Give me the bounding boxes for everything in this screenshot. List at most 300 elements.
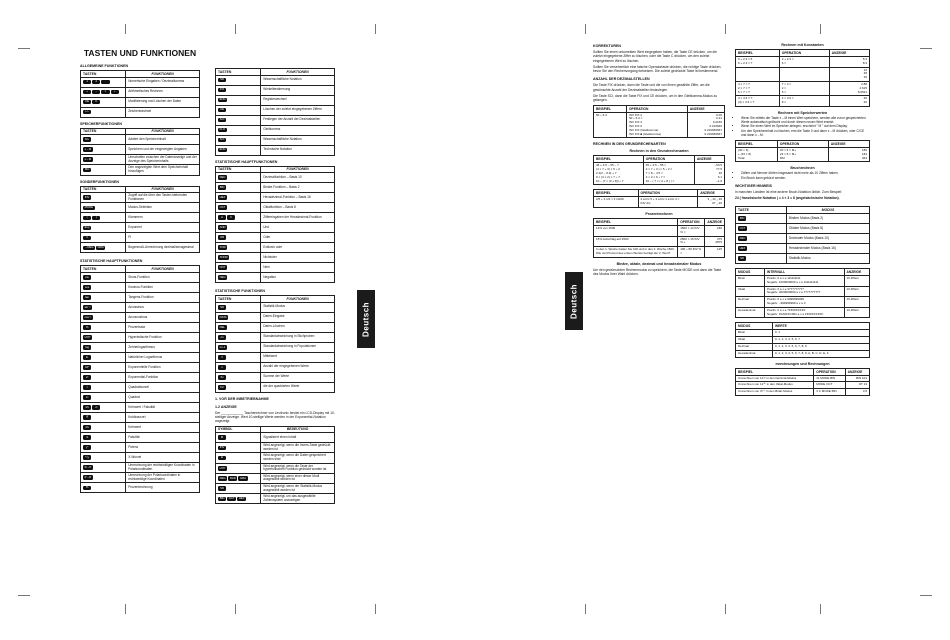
- key-cell: [216, 322, 261, 332]
- calculator-key-icon: AND: [219, 224, 226, 229]
- function-cell: Prozentsatz: [126, 322, 200, 332]
- key-cell: [81, 77, 126, 87]
- key-cell: [81, 432, 126, 442]
- example-cell: Umrechnen von 3⁽¹⁰⁾ in den Binär-Modus: [736, 389, 814, 396]
- table-row: [216, 453, 335, 463]
- key-cell: [216, 193, 261, 203]
- table-row: [81, 97, 200, 107]
- key-cell: [81, 452, 126, 462]
- table-row: [81, 372, 200, 382]
- calculator-key-icon: ): [92, 216, 100, 221]
- column-header: TASTEN: [216, 166, 261, 173]
- operation-cell: INV FIX 2 50 ÷ 6.3 = INV FIX 4 INV FIX 6 INV FIX (Gleitkomma) INV FIX ■ (Gleitkomma): [626, 112, 687, 138]
- decimals-example-table: [593, 105, 725, 139]
- left-page: [80, 40, 465, 600]
- function-cell: Zehnerlogarithmus: [126, 342, 200, 352]
- mode-cell: Binär: [736, 275, 765, 286]
- function-cell: Quadrat: [126, 392, 200, 402]
- calculator-key-icon: HEX: [219, 194, 226, 199]
- calculator-key-icon: INV: [84, 195, 90, 200]
- key-cell: [736, 243, 787, 253]
- table-row: [81, 165, 200, 175]
- calculator-key-icon: E: [218, 456, 226, 461]
- column-header: ANZEIGE: [687, 105, 724, 112]
- example-cell: Umrechnen von 11⁽²⁾ in den Dezimal-Modus: [736, 375, 814, 382]
- calculator-key-icon: XOR: [219, 244, 226, 249]
- function-cell: Hyperbolische Funktion: [126, 332, 200, 342]
- function-cell: Kubikwurzel: [126, 412, 200, 422]
- key-cell: [81, 107, 126, 117]
- function-cell: Umrechnung der Polarkoordinaten in rechtwinklige Koordinaten: [126, 473, 200, 483]
- table-row: [594, 163, 725, 185]
- calculator-key-icon: 10ˣ: [83, 365, 91, 370]
- operation-cell: 1500 × 12 INV % =: [678, 226, 705, 237]
- table-row: [81, 272, 200, 282]
- calculator-key-icon: sin: [83, 275, 91, 280]
- table-row: [216, 372, 335, 382]
- decimals-p3: Die Taste FIX drücken, dann die Taste und die von Ihnen gewählte Ziffer, um die gewünschte Anzahl der Dezimalstellen festzulegen.: [593, 83, 710, 92]
- modes-paragraph: Um den gewünschten Rechenmodus zu speichern, die Taste MODE und dann die Taste des Modus Ihrer Wahl drücken.: [593, 267, 722, 277]
- key-cell: [736, 213, 787, 223]
- calculator-key-icon: CE: [218, 108, 226, 113]
- function-cell: Standardabweichung in Stichproben: [261, 332, 335, 342]
- table-row: [216, 443, 335, 453]
- function-cell: Und: [261, 223, 335, 233]
- interval-cell: Positiv: 0 ≤ x ≤ 111111111 Negativ: 1000000000 ≤ x ≤ 1111111111: [764, 275, 844, 286]
- table-row: [736, 213, 870, 223]
- table-row: [81, 412, 200, 422]
- example-cell: 12% von 1500: [594, 226, 678, 237]
- bullet-item: • Ein Bruch kann gekürzt werden.: [741, 176, 870, 180]
- right-column-d: [735, 40, 870, 400]
- example-cell: 2/5 + 3 1/4 = 3 13/20: [594, 197, 639, 208]
- table-row: [81, 223, 200, 233]
- column-header: SYMBOL: [216, 426, 261, 433]
- calculator-key-icon: +/−: [83, 110, 91, 115]
- calculator-key-icon: NOT: [219, 264, 226, 269]
- calculator-key-icon: Σx²: [218, 385, 226, 390]
- example-cell: [736, 67, 780, 81]
- math-heading: STATISTISCHE HAUPTFUNKTIONEN: [80, 259, 143, 264]
- mode-cell: Binär: [736, 330, 773, 337]
- key-cell: [216, 223, 261, 233]
- special-table: [80, 186, 200, 254]
- conversions-heading: mrechnungen und Rechnungen: [775, 361, 830, 366]
- key-cell: [216, 95, 261, 105]
- key-cell: [81, 462, 126, 472]
- column-header: BEISPIEL: [736, 140, 778, 147]
- header-row: [216, 426, 335, 433]
- calculator-key-icon: cos: [84, 284, 90, 289]
- calculator-key-icon: P→R: [84, 475, 92, 480]
- table-row: [216, 332, 335, 342]
- column-header: ANZEIGE: [844, 268, 870, 275]
- calculator-key-icon: →DEG: [84, 245, 94, 250]
- calculator-key-icon: M+: [83, 137, 91, 142]
- function-cell: Dezimalfunktion – Basis 10: [261, 173, 335, 183]
- calculator-key-icon: %: [83, 325, 91, 330]
- function-cell: Wird angezeigt, um das ausgewählte Zahlensystem anzuzeigen: [261, 494, 335, 504]
- key-cell: [81, 292, 126, 302]
- calculator-key-icon: SCI: [219, 137, 225, 142]
- table-row: [216, 135, 335, 145]
- key-cell: [81, 382, 126, 392]
- key-cell: [216, 463, 261, 473]
- memcalc-bullets: [741, 116, 870, 137]
- key-cell: [216, 173, 261, 183]
- mode-cell: Dezimal: [736, 343, 773, 350]
- function-cell: Statistik-Modus: [786, 253, 869, 263]
- function-cell: Wird angezeigt, wenn der Statistik-Modus ausgewählt worden ist: [261, 484, 335, 494]
- calculator-key-icon: M: [218, 435, 226, 440]
- calculator-key-icon: yˣ: [83, 445, 91, 450]
- calculator-key-icon: BIN: [219, 184, 225, 189]
- base-heading: STATISTISCHE HAUPTFUNKTIONEN: [215, 159, 278, 164]
- column-header: ANZEIGE: [698, 190, 725, 197]
- disp-cell: 10 Ziffern: [844, 297, 870, 308]
- key-cell: [216, 494, 261, 504]
- column-header: MODUS: [736, 323, 773, 330]
- column-header: TASTE: [736, 207, 787, 214]
- example-cell: 4 × 3.6 = ? (4) × 3.6 = ?: [736, 96, 780, 107]
- column-header: ANZEIGE: [705, 219, 725, 226]
- table-row: [216, 243, 335, 253]
- interval-cell: Positiv: 0 ≤ x ≤ 3777777777 Negativ: 4000000000 ≤ x ≤ 7777777777: [764, 286, 844, 297]
- table-row: [81, 77, 200, 87]
- key-cell: [216, 332, 261, 342]
- example-cell: (30 × 6) + (23 × 8) Total:: [736, 147, 778, 161]
- table-row: [81, 332, 200, 342]
- table-row: [216, 173, 335, 183]
- calculator-key-icon: (: [83, 216, 91, 221]
- function-cell: Daten-Löschen: [261, 322, 335, 332]
- table-row: [736, 243, 870, 253]
- digits-table: [735, 322, 870, 357]
- function-cell: Pi: [126, 233, 200, 243]
- calculator-key-icon: SD: [218, 78, 226, 83]
- bullet-item: • Um den Speicherinhalt zu löschen, erst die Taste 0 und dann x→M drücken, oder C/CE und dann x→M.: [741, 129, 870, 137]
- function-cell: Oktaler Modus (Basis 8): [786, 223, 869, 233]
- column-header: WERTE: [772, 323, 869, 330]
- function-cell: Signalisiert einen Inhalt: [261, 433, 335, 443]
- calculator-key-icon: n!: [83, 435, 91, 440]
- conversions-table: [735, 368, 870, 396]
- calculator-key-icon: HYP: [84, 334, 91, 339]
- key-cell: [216, 312, 261, 322]
- table-row: [216, 125, 335, 135]
- mode-cell: Oktal: [736, 337, 773, 344]
- table-row: [736, 223, 870, 233]
- calculator-key-icon: SD: [738, 256, 746, 261]
- key-cell: [81, 97, 126, 107]
- table-row: [216, 105, 335, 115]
- function-cell: Summe der Werte: [261, 372, 335, 382]
- table-row: [736, 275, 870, 286]
- header-row: [81, 128, 200, 135]
- calculator-key-icon: A: [218, 215, 226, 220]
- calculator-key-icon: log: [83, 345, 91, 350]
- column-header: FUNKTIONEN: [261, 296, 335, 303]
- header-row: [594, 190, 725, 197]
- fractions-bullets: [741, 171, 870, 179]
- column-header: FUNKTIONEN: [261, 69, 335, 76]
- table-row: [81, 402, 200, 412]
- key-cell: [216, 243, 261, 253]
- header-row: [81, 266, 200, 273]
- key-cell: [736, 233, 787, 243]
- key-cell: [736, 253, 787, 263]
- table-row: [216, 342, 335, 352]
- corrections-heading: KORREKTUREN: [593, 44, 621, 48]
- column-header: TASTEN: [216, 296, 261, 303]
- table-row: [216, 75, 335, 85]
- key-cell: [81, 135, 126, 145]
- function-cell: Tangens-Funktion: [126, 292, 200, 302]
- function-cell: Numerische Eingaben / Dezimalkomma: [126, 77, 200, 87]
- key-cell: [216, 233, 261, 243]
- calculator-key-icon: .: [101, 80, 109, 85]
- column-header: ANZEIGE: [694, 156, 724, 163]
- key-cell: [216, 352, 261, 362]
- table-row: [594, 226, 725, 237]
- calculator-key-icon: ÷: [111, 90, 119, 95]
- key-cell: [216, 253, 261, 263]
- key-cell: [216, 273, 261, 283]
- key-cell: [81, 155, 126, 165]
- column-header: BEISPIEL: [594, 190, 639, 197]
- decimals-p4: Die Taste SCI, dann die Taste FIX und CE drücken, um in den Gleitkomma-Modus zu gelangen.: [593, 94, 718, 103]
- calculator-key-icon: Σx: [218, 375, 226, 380]
- key-cell: [81, 282, 126, 292]
- table-row: [81, 362, 200, 372]
- left-column-b: [215, 68, 335, 508]
- fraction-table: [593, 189, 725, 208]
- calculator-key-icon: XNOR: [219, 254, 228, 259]
- key-cell: [216, 382, 261, 392]
- calculator-key-icon: Min: [84, 167, 90, 172]
- display-cell: 2.88 4.615 8.0521: [829, 81, 869, 95]
- key-cell: [216, 433, 261, 443]
- usage-h2: 1.2 ANZEIGE: [215, 404, 237, 409]
- column-header: FUNKTIONEN: [126, 186, 200, 193]
- math-table: [80, 265, 200, 493]
- function-cell: Modus-Selektion: [126, 203, 200, 213]
- calculator-key-icon: DATA: [219, 314, 227, 319]
- table-row: [81, 193, 200, 203]
- language-tab-right: Deutsch: [565, 272, 583, 330]
- table-row: [594, 112, 725, 138]
- calculator-key-icon: GRA: [239, 475, 246, 480]
- key-cell: [736, 223, 787, 233]
- basic-table: [593, 155, 725, 185]
- operation-cell: 100 ÷ 80 INV % =: [678, 247, 705, 258]
- function-cell: Exponential-Funktion: [126, 372, 200, 382]
- calculator-key-icon: tan: [83, 295, 91, 300]
- mode-cell: Oktal: [736, 286, 765, 297]
- table-row: [81, 302, 200, 312]
- key-cell: [81, 422, 126, 432]
- operation-cell: 45 + 4.5 − 55 = 4 × 7 + 3 ) × 5 ÷ 2 = 7 × 8 − 4.5 = 4 × 2 × 6 ÷ 7 = 10 − ( 7 × ( 3 + 8 ) ) =: [643, 163, 694, 185]
- calculator-key-icon: R→P: [84, 464, 92, 469]
- display-cell: −50.5 77.5 36 6.1 −1.9: [694, 163, 724, 185]
- key-cell: [81, 312, 126, 322]
- header-row: [81, 186, 200, 193]
- calculator-key-icon: σn-1: [219, 344, 226, 349]
- function-cell: Ziffereingaben der Hexadezimal-Funktion: [261, 213, 335, 223]
- column-header: OPERATION: [678, 219, 705, 226]
- table-row: [216, 463, 335, 473]
- function-cell: Arithmetisches Rechnen: [126, 87, 200, 97]
- language-tab: Deutsch: [357, 290, 375, 348]
- constants-heading: Rechnen mit Konstanten: [781, 43, 824, 47]
- function-cell: Den angezeigten Wert dem Speicherinhalt hinzufügen: [126, 165, 200, 175]
- calculator-key-icon: n: [218, 365, 226, 370]
- calculator-key-icon: BIN: [219, 496, 225, 501]
- memory-table: [80, 128, 200, 176]
- function-cell: Dezimaler Modus (Basis 10): [786, 233, 869, 243]
- table-row: [736, 96, 870, 107]
- table-row: [594, 247, 725, 258]
- table-row: [216, 203, 335, 213]
- function-cell: Oder: [261, 233, 335, 243]
- header-row: [81, 71, 200, 78]
- header-row: [216, 296, 335, 303]
- column-header: BEISPIEL: [594, 105, 627, 112]
- key-cell: [81, 193, 126, 203]
- table-row: [736, 330, 870, 337]
- function-cell: Hexadezimal-Funktion – Basis 16: [261, 193, 335, 203]
- calculator-key-icon: INV: [219, 445, 225, 450]
- calculator-key-icon: ln: [83, 355, 91, 360]
- key-cell: [216, 362, 261, 372]
- calculator-key-icon: HEX: [739, 245, 746, 250]
- usage-h1: 1. VOR DER INBETRIEBNAHME: [215, 396, 269, 401]
- calculator-key-icon: NEG: [219, 274, 226, 279]
- table-row: [81, 107, 200, 117]
- operation-cell: [779, 67, 829, 81]
- calculator-key-icon: ENG: [219, 97, 226, 102]
- key-cell: [216, 85, 261, 95]
- table-row: [594, 197, 725, 208]
- function-cell: Quadratwurzel: [126, 382, 200, 392]
- operation-cell: 3 + 2.3 = 6 =: [779, 57, 829, 68]
- table-row: [81, 145, 200, 155]
- calculator-key-icon: +: [83, 90, 91, 95]
- calculator-key-icon: HYP: [219, 465, 226, 470]
- memory-heading: SPEICHERFUNKTIONEN: [80, 121, 122, 126]
- operation-cell: 11 MODE BIN: [814, 375, 845, 382]
- calculator-key-icon: SCI: [219, 117, 225, 122]
- key-cell: [81, 483, 126, 493]
- vals-cell: 0, 1: [772, 330, 869, 337]
- column-header: OPERATION: [643, 156, 694, 163]
- column-header: TASTEN: [81, 71, 126, 78]
- operation-cell: 7 × 4 = 2 = 5 =: [779, 81, 829, 95]
- function-cell: Wird angezeigt, wenn die Invers-Taste gedrückt worden ist: [261, 443, 335, 453]
- example-cell: 15% Aufschlag auf 2500: [594, 236, 678, 247]
- calculator-key-icon: HEX: [238, 496, 245, 501]
- calculator-key-icon: x↔M: [84, 157, 92, 162]
- base-functions-table: [215, 166, 335, 284]
- right-column-c: [593, 40, 725, 278]
- column-header: BEISPIEL: [594, 219, 678, 226]
- memcalc-table: [735, 140, 870, 162]
- table-row: [81, 442, 200, 452]
- table-row: [81, 213, 200, 223]
- table-row: [81, 473, 200, 483]
- function-cell: Wird angezeigt, wenn einer dieser Modi ausgewählt worden ist: [261, 473, 335, 483]
- header-row: [736, 268, 870, 275]
- table-row: [81, 282, 200, 292]
- header-row: [736, 368, 870, 375]
- calculator-key-icon: x→M: [84, 146, 92, 151]
- function-cell: Wissenschaftliche Notation: [261, 135, 335, 145]
- table-row: [216, 382, 335, 392]
- interval-cell: Positiv: 0 ≤ x ≤ 7FFFFFFFFF Negativ: FFA0FFC001 ≤ x ≤ FFFFFFFFFF: [764, 307, 844, 318]
- table-row: [216, 183, 335, 193]
- table-row: [81, 135, 200, 145]
- key-cell: [216, 372, 261, 382]
- calculator-key-icon: π: [83, 236, 91, 241]
- example-cell: 4 × 7 = ? 2 × 7 = ? 5 × 7 = ?: [736, 81, 780, 95]
- table-row: [216, 253, 335, 263]
- table-row: [216, 223, 335, 233]
- display-cell: 12 48 36: [829, 67, 869, 81]
- key-cell: [216, 443, 261, 453]
- calculator-key-icon: ENG: [219, 147, 226, 152]
- column-header: OPERATION: [814, 368, 845, 375]
- calculator-key-icon: x!: [92, 405, 100, 410]
- function-cell: Klammern: [126, 213, 200, 223]
- right-page: [535, 40, 875, 600]
- key-cell: [216, 125, 261, 135]
- key-cell: [216, 302, 261, 312]
- table-row: [736, 343, 870, 350]
- table-row: [216, 115, 335, 125]
- function-cell: Potenz: [126, 442, 200, 452]
- key-cell: [81, 362, 126, 372]
- example-cell: Umrechnen von 11⁽⁸⁾ in den Oktal-Modus: [736, 382, 814, 389]
- calculator-key-icon: 2: [92, 80, 100, 85]
- disp-cell: 10 Ziffern: [844, 286, 870, 297]
- column-header: OPERATION: [626, 105, 687, 112]
- calculator-key-icon: BIN: [739, 215, 745, 220]
- table-row: [736, 307, 870, 318]
- operation-cell: 3 C MODE BIN: [814, 389, 845, 396]
- calculator-key-icon: ∛: [83, 415, 91, 420]
- table-row: [216, 362, 335, 372]
- function-cell: Wird angezeigt, wenn die Taste der hyperbolischen Funktion gedrückt worden ist: [261, 463, 335, 473]
- function-cell: Fakultät: [126, 432, 200, 442]
- table-row: [736, 382, 870, 389]
- table-row: [81, 243, 200, 253]
- key-cell: [216, 115, 261, 125]
- table-row: [216, 273, 335, 283]
- table-row: [81, 462, 200, 472]
- header-row: [736, 140, 870, 147]
- bullet-item: • Wenn Sie mittels der Taste x→M einen Wert speichern, werden alle zuvor gespeicherten Werte automatisch gelöscht und durch diesen neuen Wert ersetzt.: [741, 116, 870, 124]
- calculator-key-icon: CE: [83, 100, 91, 105]
- key-cell: [81, 203, 126, 213]
- function-cell: Kehrwert / Fakultät: [126, 402, 200, 412]
- bullet-item: • Zähler und Nenner dürfen insgesamt nicht mehr als 10 Ziffern haben.: [741, 171, 870, 175]
- column-header: ANZEIGE: [829, 50, 869, 57]
- function-cell: Exponent: [126, 223, 200, 233]
- calculator-key-icon: ×: [101, 90, 109, 95]
- table-row: [81, 452, 200, 462]
- calculator-key-icon: F: [227, 215, 235, 220]
- corrections-p2: Sollten Sie versehentlich eine falsche Operatortaste drücken, die richtige Taste drücken, bevor Sie den Rechenvorgang fortsetzen. Die zuletzt gedrückte Taste ist bestimmend.: [593, 64, 722, 74]
